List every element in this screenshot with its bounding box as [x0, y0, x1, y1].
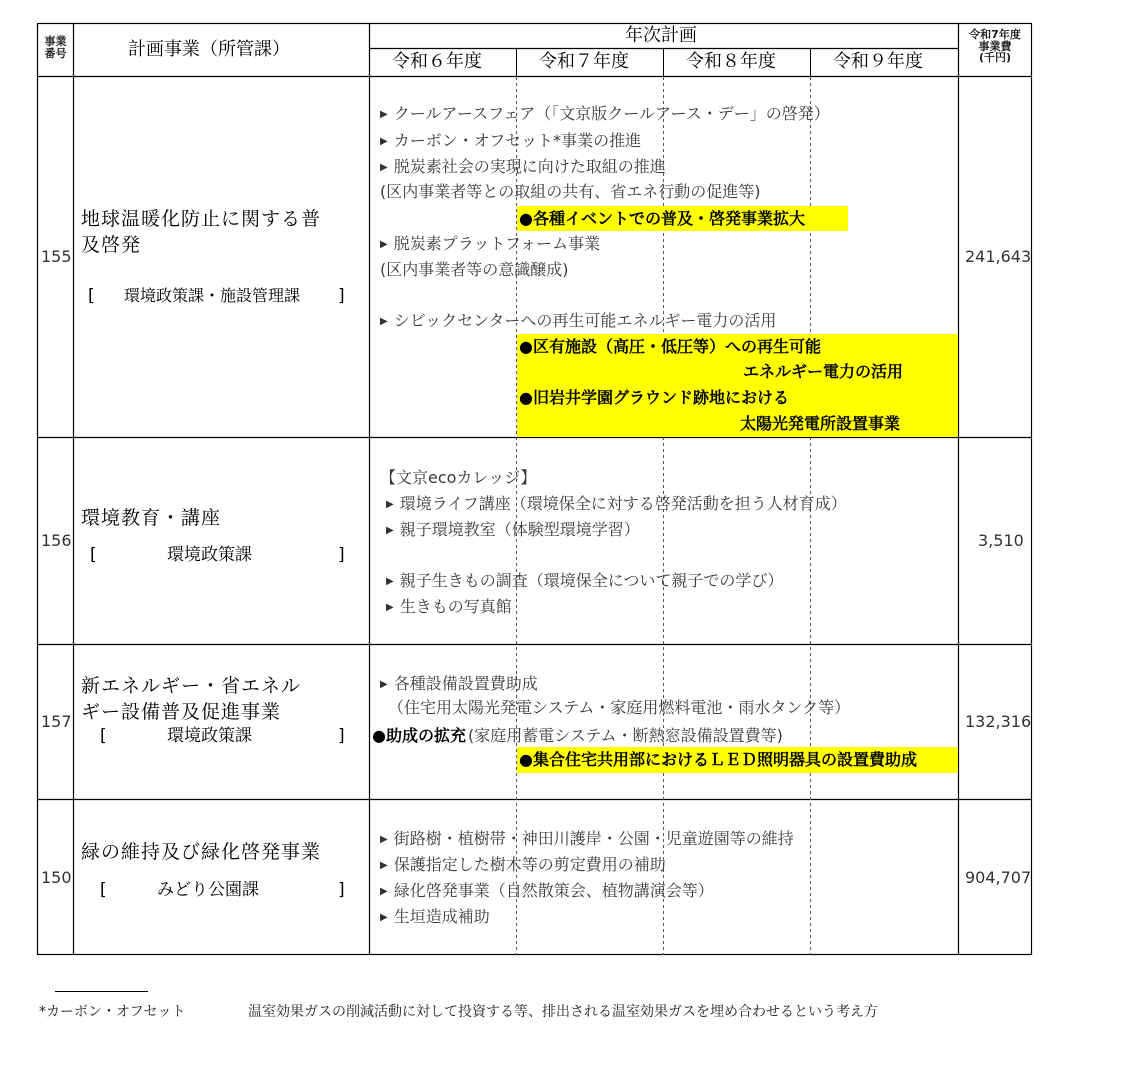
row-157-dept: 環境政策課	[167, 726, 252, 746]
row-156-amount: 3,510	[978, 531, 1024, 550]
row-150-dept: みどり公園課	[157, 880, 259, 900]
row-156-item-4: ▶ 親子生きもの調査（環境保全について親子での学び）	[386, 571, 784, 590]
row-157-amount: 132,316	[965, 712, 1032, 731]
row-157-highlight-1: ●集合住宅共用部におけるＬＥＤ照明器具の設置費助成	[519, 750, 917, 769]
bullet-icon: ▶	[386, 576, 394, 587]
row-157-item-3	[372, 728, 783, 744]
row-157-dept-close: ]	[338, 726, 345, 746]
bullet-icon: ▶	[380, 316, 388, 327]
row-150-title: 緑の維持及び緑化啓発事業	[81, 841, 322, 863]
bullet-icon: ▶	[380, 162, 388, 173]
row-150-dept-close: ]	[338, 880, 345, 900]
header-no-line1: 事業	[44, 35, 67, 48]
row-155-item-7: ▶ シビックセンターへの再生可能エネルギー電力の活用	[380, 311, 777, 330]
row-156-item-1: 【文京ecoカレッジ】	[380, 468, 537, 487]
header-cost-line2: 事業費	[978, 39, 1012, 53]
row-156-title: 環境教育・講座	[81, 507, 222, 529]
row-155-amount: 241,643	[965, 247, 1032, 266]
footnote-term: *カーボン・オフセット	[39, 1004, 186, 1020]
row-157-expansion-detail: (家庭用蓄電システム・断熱窓設備設置費等)	[467, 726, 783, 745]
bullet-icon: ▶	[386, 525, 394, 536]
row-150-item-1: ▶ 街路樹・植樹帯・神田川護岸・公園・児童遊園等の維持	[380, 829, 794, 848]
header-year-6: 令和６年度	[392, 51, 482, 72]
row-157-expansion-label: ●助成の拡充	[372, 726, 466, 745]
header-no-label	[38, 36, 73, 59]
row-156-dept-open: [	[90, 545, 97, 565]
row-157-title-2: ギー設備普及促進事業	[81, 701, 282, 723]
header-plan: 年次計画	[625, 25, 697, 46]
row-150-number: 150	[41, 868, 72, 887]
row-150-dept-open: [	[100, 880, 107, 900]
row-156-dept: 環境政策課	[167, 545, 252, 565]
header-cost-line3: (千円)	[978, 51, 1012, 65]
row-157-dept-open: [	[100, 726, 107, 746]
row-155-dept-close: ]	[338, 286, 345, 306]
row-155-item-1: ▶ クールアースフェア（「文京版クールアース・デー」の啓発）	[380, 104, 830, 123]
row-156-item-2: ▶ 環境ライフ講座（環境保全に対する啓発活動を担う人材育成）	[386, 494, 847, 513]
header-year-8: 令和８年度	[686, 51, 776, 72]
row-155-highlight-5: 太陽光発電所設置事業	[740, 414, 901, 433]
bullet-icon: ▶	[380, 912, 388, 923]
header-cost	[959, 29, 1031, 64]
row-155-item-6: (区内事業者等の意識醸成)	[380, 260, 569, 279]
bullet-icon: ▶	[380, 834, 388, 845]
row-155-highlight-4: ●旧岩井学園グラウンド跡地における	[519, 388, 789, 407]
row-157-item-1: ▶ 各種設備設置費助成	[380, 674, 538, 693]
bullet-icon: ▶	[380, 886, 388, 897]
row-157-item-2: （住宅用太陽光発電システム・家庭用燃料電池・雨水タンク等）	[388, 698, 851, 717]
row-155-dept: 環境政策課・施設管理課	[124, 286, 301, 305]
row-150-amount: 904,707	[965, 868, 1032, 887]
bullet-icon: ▶	[386, 499, 394, 510]
footnote-text: 温室効果ガスの削減活動に対して投資する等、排出される温室効果ガスを埋め合わせるという考え方	[248, 1004, 878, 1020]
row-155-item-3: ▶ 脱炭素社会の実現に向けた取組の推進	[380, 157, 666, 176]
bullet-icon: ▶	[380, 239, 388, 250]
row-157-number: 157	[41, 712, 72, 731]
row-155-item-5: ▶ 脱炭素プラットフォーム事業	[380, 234, 601, 253]
row-156-dept-close: ]	[338, 545, 345, 565]
row-155-highlight-2: ●区有施設（高圧・低圧等）への再生可能	[519, 337, 821, 356]
header-year-7: 令和７年度	[539, 51, 629, 72]
bullet-icon: ▶	[380, 109, 388, 120]
bullet-icon: ▶	[380, 860, 388, 871]
header-cost-line1: 令和7年度	[969, 28, 1021, 41]
row-150-item-3: ▶ 緑化啓発事業（自然散策会、植物講演会等）	[380, 881, 714, 900]
bullet-icon: ▶	[380, 136, 388, 147]
row-155-title-2: 及啓発	[81, 234, 142, 256]
header-project: 計画事業（所管課）	[128, 39, 290, 60]
bullet-icon: ▶	[380, 679, 388, 690]
row-156-item-3: ▶ 親子環境教室（体験型環境学習）	[386, 520, 640, 539]
row-155-number: 155	[41, 247, 72, 266]
row-150-item-4: ▶ 生垣造成補助	[380, 907, 490, 926]
row-155-title-1: 地球温暖化防止に関する普	[81, 208, 322, 230]
row-156-number: 156	[41, 531, 72, 550]
row-155-dept-open: [	[88, 286, 95, 306]
row-156-item-5: ▶ 生きもの写真館	[386, 597, 512, 616]
header-no-line2: 番号	[44, 46, 67, 60]
bullet-icon: ▶	[386, 602, 394, 613]
row-150-item-2: ▶ 保護指定した樹木等の剪定費用の補助	[380, 855, 666, 874]
row-157-title-1: 新エネルギー・省エネル	[81, 675, 302, 697]
row-155-item-2: ▶ カーボン・オフセット*事業の推進	[380, 131, 642, 150]
row-155-item-4: (区内事業者等との取組の共有、省エネ行動の促進等)	[380, 182, 761, 201]
row-155-highlight-1: ●各種イベントでの普及・啓発事業拡大	[519, 209, 805, 228]
row-155-highlight-3: エネルギー電力の活用	[743, 362, 904, 381]
header-year-9: 令和９年度	[833, 51, 923, 72]
